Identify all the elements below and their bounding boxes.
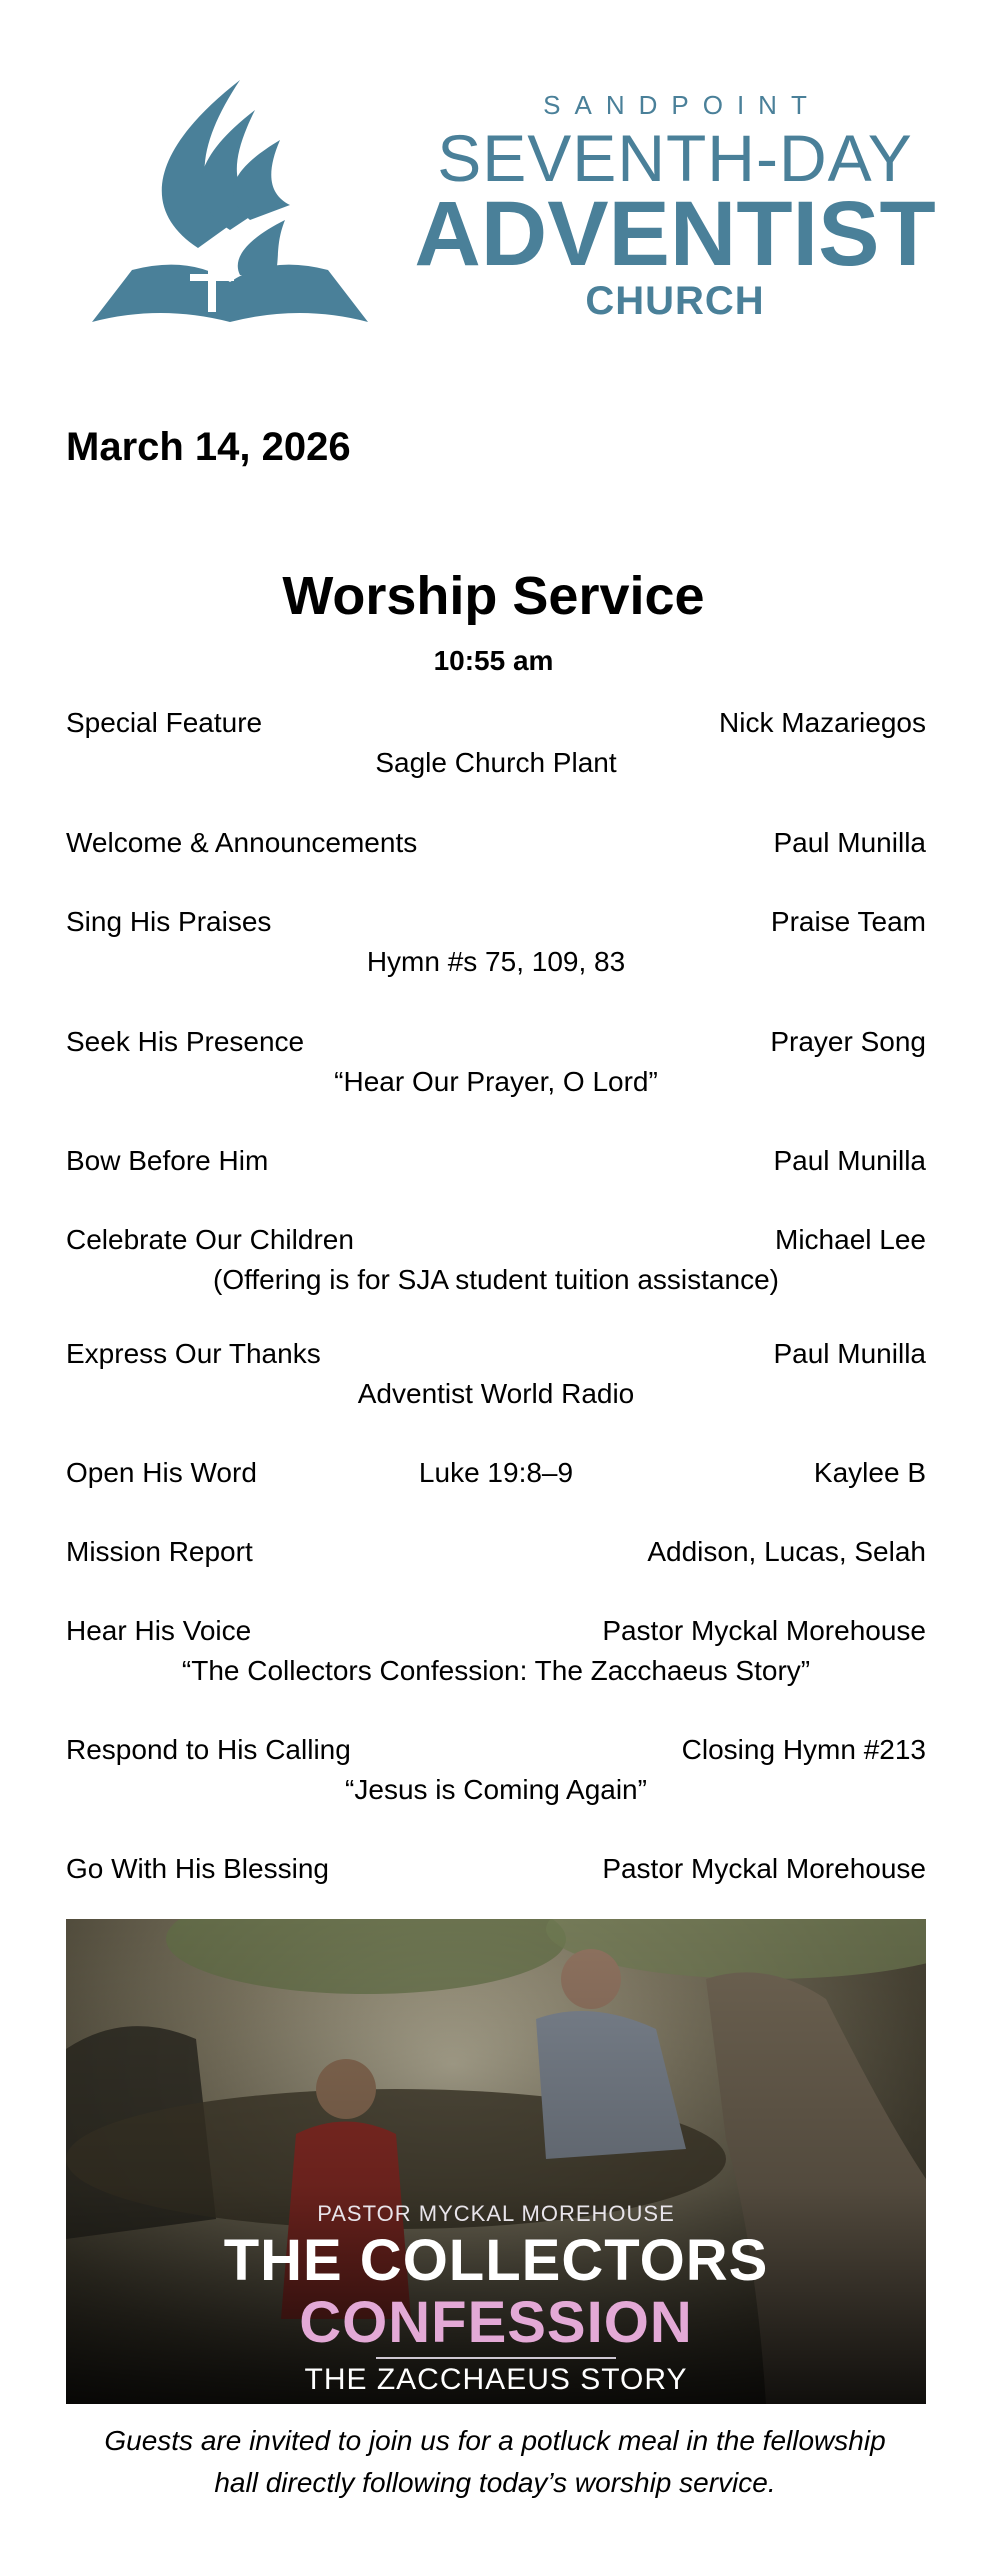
- program-item-label: Bow Before Him: [66, 1145, 269, 1176]
- program-item: [66, 902, 926, 982]
- program-item-label: Mission Report: [66, 1536, 253, 1567]
- logo-wordmark: [395, 90, 955, 325]
- program-item-leader: Paul Munilla: [773, 1145, 926, 1176]
- program-item-label: Express Our Thanks: [66, 1338, 321, 1369]
- footer-line-1: Guests are invited to join us for a potluck meal in the fellowship: [104, 2425, 886, 2456]
- program-item-leader: Praise Team: [770, 906, 926, 937]
- program-item-detail: Adventist World Radio: [357, 1378, 635, 1409]
- program-item-leader: Kaylee B: [813, 1457, 926, 1488]
- service-title: Worship Service: [282, 566, 705, 626]
- program-item: [66, 1611, 926, 1691]
- program-item: [66, 1334, 926, 1414]
- program-item-label: Special Feature: [66, 707, 263, 738]
- banner-divider: [376, 2357, 616, 2359]
- program-item-detail: “Jesus is Coming Again”: [345, 1774, 647, 1805]
- program-item-leader: Nick Mazariegos: [719, 707, 926, 738]
- program-item-leader: Closing Hymn #213: [681, 1734, 926, 1765]
- logo-city: SANDPOINT: [543, 90, 821, 120]
- banner-title-line-2: CONFESSION: [299, 2290, 693, 2355]
- logo-adventist: ADVENTIST: [414, 183, 936, 285]
- program-item-label: Open His Word: [66, 1457, 257, 1488]
- program-item: [66, 1453, 926, 1493]
- program-item-leader: Prayer Song: [770, 1026, 926, 1057]
- program-item-detail: Sagle Church Plant: [375, 747, 617, 778]
- program-item-label: Sing His Praises: [66, 906, 272, 937]
- program-item-label: Celebrate Our Children: [66, 1224, 354, 1255]
- program-item: [66, 1730, 926, 1810]
- banner-pastor-name: PASTOR MYCKAL MOREHOUSE: [317, 2201, 675, 2226]
- sermon-banner-image: [66, 1919, 926, 2404]
- program-item-label: Hear His Voice: [66, 1615, 252, 1646]
- program-item: [66, 1220, 926, 1300]
- program-item-detail: Hymn #s 75, 109, 83: [366, 946, 626, 977]
- program-item-label: Respond to His Calling: [66, 1734, 351, 1765]
- banner-subtitle: THE ZACCHAEUS STORY: [304, 2363, 688, 2396]
- program-item: [66, 1022, 926, 1102]
- program-item-leader: Pastor Myckal Morehouse: [602, 1853, 926, 1884]
- program-item-detail: “Hear Our Prayer, O Lord”: [334, 1066, 658, 1097]
- program-item-label: Seek His Presence: [66, 1026, 305, 1057]
- service-time: 10:55 am: [433, 645, 554, 676]
- program-item-leader: Pastor Myckal Morehouse: [602, 1615, 926, 1646]
- program-item-leader: Addison, Lucas, Selah: [647, 1536, 926, 1567]
- program-item-detail: “The Collectors Confession: The Zacchaeus Story”: [181, 1655, 811, 1686]
- program-item: [66, 823, 926, 863]
- program-item: [66, 703, 926, 783]
- banner-title-line-1: THE COLLECTORS: [223, 2228, 769, 2293]
- program-item: [66, 1141, 926, 1181]
- footer-line-2: hall directly following today’s worship service.: [214, 2467, 776, 2498]
- program-item-detail: (Offering is for SJA student tuition assistance): [213, 1264, 779, 1295]
- logo-church: CHURCH: [585, 279, 765, 323]
- program-item-leader: Paul Munilla: [773, 827, 926, 858]
- church-logo: [80, 60, 940, 350]
- program-item-label: Go With His Blessing: [66, 1853, 329, 1884]
- program-item-label: Welcome & Announcements: [66, 827, 418, 858]
- potluck-invitation: [60, 2420, 930, 2504]
- adventist-flame-bible-icon: [80, 60, 380, 350]
- program-item: [66, 1849, 926, 1889]
- logo-seventh-day: SEVENTH-DAY: [437, 121, 913, 195]
- program-item-leader: Michael Lee: [775, 1224, 926, 1255]
- service-date: March 14, 2026: [66, 425, 351, 469]
- program-item: [66, 1532, 926, 1572]
- program-item-leader: Paul Munilla: [773, 1338, 926, 1369]
- scripture-reference: Luke 19:8–9: [418, 1457, 574, 1488]
